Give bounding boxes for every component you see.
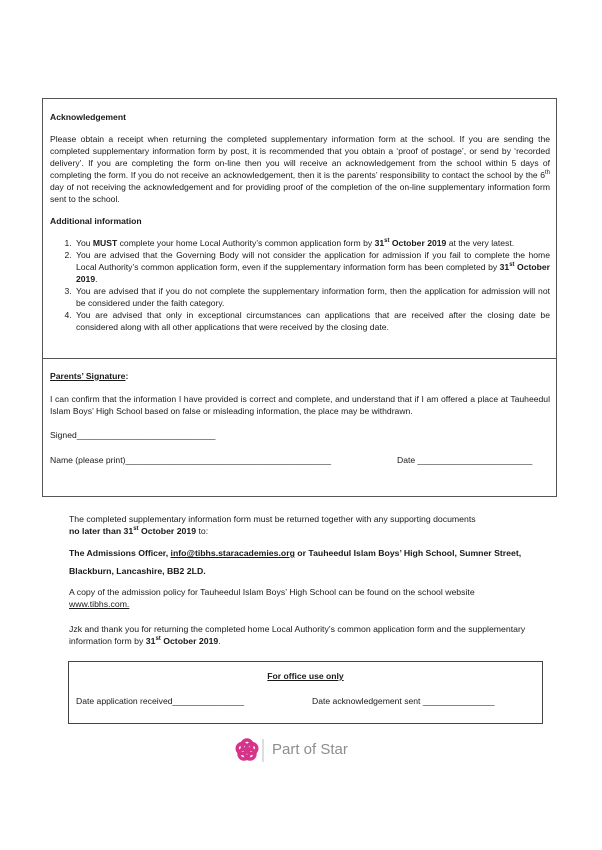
office-use-box: [68, 661, 543, 724]
email-link[interactable]: info@tibhs.staracademies.org: [170, 548, 295, 558]
return-deadline: no later than 31st October 2019 to:: [69, 526, 209, 536]
acknowledgement-text: Please obtain a receipt when returning the completed supplementary information form at the school. If you are sending the completed supplementary information form by post, it is recommended that you obtain a ‘proof of postage’, or send by ‘recorded delivery’. If you are completing the form on-line then you will receive an acknowledgement from the school within 5 days of completing the form. If you do not receive an acknowledgement, then it is the parents’ responsibility to contact the school by the 6th day of not receiving the acknowledgement and for providing proof of the completion of the on-line supplementary information form sent to the school.: [50, 134, 550, 204]
acknowledgement-box: [42, 98, 557, 359]
signature-heading: Parents’ Signature:: [50, 371, 129, 381]
additional-info-list: [50, 237, 550, 333]
thanks-note: Jzk and thank you for returning the completed home Local Authority’s common application form and the supplementary information form by 31st October 2019.: [69, 624, 526, 646]
list-item: 4. You are advised that only in exceptional circumstances can applications that are received after the closing date be considered along with all other applications that were received by the closing date.: [74, 309, 550, 333]
acknowledgement-heading: Acknowledgement: [50, 112, 126, 122]
date-received-field[interactable]: Date application received_______________: [76, 696, 245, 706]
list-item: 1. You MUST complete your home Local Authority’s common application form by 31st October 2019 at the very latest.: [74, 237, 550, 249]
office-use-title: For office use only: [267, 671, 344, 681]
admission-policy-note: A copy of the admission policy for Tauheedul Islam Boys’ High School can be found on the school website www.tibhs.com.: [69, 587, 475, 609]
return-line: The completed supplementary information form must be returned together with any supporting documents: [69, 514, 476, 524]
signature-declaration: I can confirm that the information I have provided is correct and complete, and understand that if I am offered a place at Tauheedul Islam Boys’ High School based on false or misleading information, the place may be withdrawn.: [50, 394, 550, 416]
name-field[interactable]: Name (please print)___________________________________________: [50, 455, 331, 465]
return-address-cont: Blackburn, Lancashire, BB2 2LD.: [69, 566, 206, 576]
website-link[interactable]: www.tibhs.com.: [69, 599, 130, 609]
part-of-star-logo: [235, 736, 375, 764]
signature-box: [42, 359, 557, 497]
date-ack-sent-field[interactable]: Date acknowledgement sent _______________: [312, 696, 495, 706]
date-field[interactable]: Date ________________________: [397, 455, 533, 465]
signed-field[interactable]: Signed_____________________________: [50, 430, 216, 440]
name-date-row: [50, 454, 550, 466]
logo-text: Part of Star: [272, 741, 348, 758]
list-item: 2. You are advised that the Governing Body will not consider the application for admission if you fail to complete the home Local Authority’s common application form, even if the supplementary information form has been completed by 31st October 2019.: [74, 249, 550, 285]
return-address: The Admissions Officer, info@tibhs.staracademies.org or Tauheedul Islam Boys’ High School, Sumner Street,: [69, 548, 522, 558]
list-item: 3. You are advised that if you do not complete the supplementary information form, then the application for admission will not be considered under the faith category.: [74, 285, 550, 309]
return-instructions: [69, 513, 532, 537]
additional-info-heading: Additional information: [50, 216, 142, 226]
